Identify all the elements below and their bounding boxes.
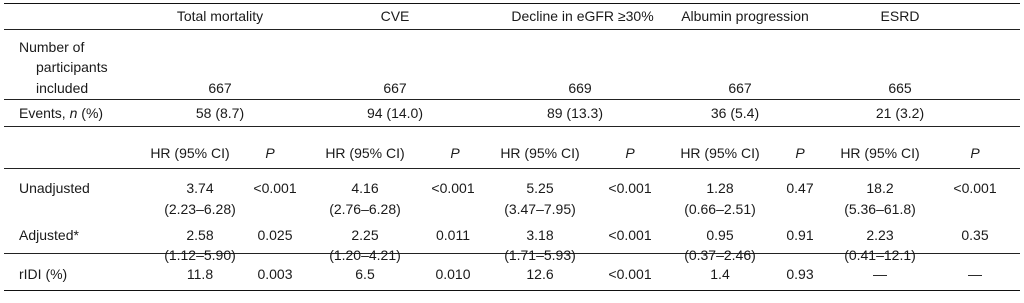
subheader-p: P [265, 145, 275, 161]
adjusted-p-egfr: <0.001 [608, 227, 652, 243]
participants-rule [4, 99, 1020, 100]
unadjusted-p-albumin: 0.47 [786, 180, 814, 196]
row-label-participants-line1: Number of [19, 39, 85, 55]
ridi-value-egfr: 12.6 [526, 266, 554, 282]
row-label-participants-line2: participants [36, 59, 108, 75]
adjusted-hr-albumin: 0.95 [706, 227, 734, 243]
row-label-ridi: rIDI (%) [19, 266, 68, 282]
subheader-p: P [450, 145, 460, 161]
adjusted-ci-total-mortality: (1.12–5.90) [164, 247, 236, 263]
unadjusted-ci-albumin: (0.66–2.51) [684, 201, 756, 217]
unadjusted-hr-esrd: 18.2 [866, 180, 894, 196]
ridi-value-esrd: — [873, 266, 887, 282]
events-albumin: 36 (5.4) [710, 105, 760, 121]
unadjusted-hr-albumin: 1.28 [706, 180, 734, 196]
ridi-p-esrd: — [968, 266, 982, 282]
row-label-participants-line3: included [36, 80, 89, 96]
row-label-adjusted: Adjusted* [19, 227, 79, 243]
unadjusted-ci-egfr: (3.47–7.95) [504, 201, 576, 217]
column-header-albumin-progression: Albumin progression [681, 8, 809, 24]
subheader-p: P [970, 145, 980, 161]
unadjusted-p-egfr: <0.001 [608, 180, 652, 196]
ridi-value-total-mortality: 11.8 [186, 266, 214, 282]
ridi-p-total-mortality: 0.003 [257, 266, 293, 282]
adjusted-p-cve: 0.011 [436, 227, 470, 243]
participants-total-mortality: 667 [208, 80, 232, 96]
unadjusted-ci-cve: (2.76–6.28) [329, 201, 401, 217]
ridi-value-cve: 6.5 [355, 266, 375, 282]
events-rule [4, 126, 1020, 127]
column-header-egfr-decline: Decline in eGFR ≥30% [511, 8, 654, 24]
column-header-total-mortality: Total mortality [176, 8, 264, 24]
ridi-p-cve: 0.010 [435, 266, 471, 282]
unadjusted-p-esrd: <0.001 [953, 180, 997, 196]
bottom-rule [4, 290, 1020, 291]
unadjusted-p-cve: <0.001 [431, 180, 475, 196]
adjusted-hr-egfr: 3.18 [526, 227, 554, 243]
subheader-rule [4, 168, 1020, 169]
ridi-p-egfr: <0.001 [608, 266, 652, 282]
adjusted-ci-cve: (1.20–4.21) [329, 247, 401, 263]
subheader-hr: HR (95% CI) [680, 145, 760, 161]
unadjusted-hr-egfr: 5.25 [526, 180, 554, 196]
adjusted-ci-egfr: (1.71–5.93) [504, 247, 576, 263]
adjusted-hr-cve: 2.25 [351, 227, 379, 243]
adjusted-ci-esrd: (0.41–12.1) [844, 247, 916, 263]
events-esrd: 21 (3.2) [875, 105, 925, 121]
adjusted-p-esrd: 0.35 [961, 227, 989, 243]
unadjusted-hr-cve: 4.16 [351, 180, 379, 196]
participants-albumin: 667 [728, 80, 752, 96]
adjusted-p-total-mortality: 0.025 [257, 227, 293, 243]
events-egfr: 89 (13.3) [546, 105, 604, 121]
row-label-events: Events, n (%) [19, 105, 104, 121]
ridi-value-albumin: 1.4 [710, 266, 730, 282]
subheader-p: P [795, 145, 805, 161]
header-rule [4, 29, 1020, 30]
events-total-mortality: 58 (8.7) [195, 105, 245, 121]
unadjusted-ci-total-mortality: (2.23–6.28) [164, 201, 236, 217]
events-cve: 94 (14.0) [366, 105, 424, 121]
participants-cve: 667 [383, 80, 407, 96]
subheader-hr: HR (95% CI) [500, 145, 580, 161]
ridi-p-albumin: 0.93 [786, 266, 814, 282]
column-header-cve: CVE [380, 8, 410, 24]
unadjusted-ci-esrd: (5.36–61.8) [844, 201, 916, 217]
adjusted-p-albumin: 0.91 [786, 227, 814, 243]
subheader-hr: HR (95% CI) [150, 145, 230, 161]
column-header-esrd: ESRD [880, 8, 920, 24]
participants-esrd: 665 [888, 80, 912, 96]
top-rule [4, 3, 1020, 4]
subheader-p: P [625, 145, 635, 161]
subheader-hr: HR (95% CI) [840, 145, 920, 161]
adjusted-ci-albumin: (0.37–2.46) [684, 247, 756, 263]
row-label-unadjusted: Unadjusted [19, 180, 90, 196]
adjusted-hr-esrd: 2.23 [866, 227, 894, 243]
subheader-hr: HR (95% CI) [325, 145, 405, 161]
adjusted-hr-total-mortality: 2.58 [186, 227, 214, 243]
unadjusted-p-total-mortality: <0.001 [253, 180, 297, 196]
participants-egfr: 669 [568, 80, 592, 96]
unadjusted-hr-total-mortality: 3.74 [186, 180, 214, 196]
